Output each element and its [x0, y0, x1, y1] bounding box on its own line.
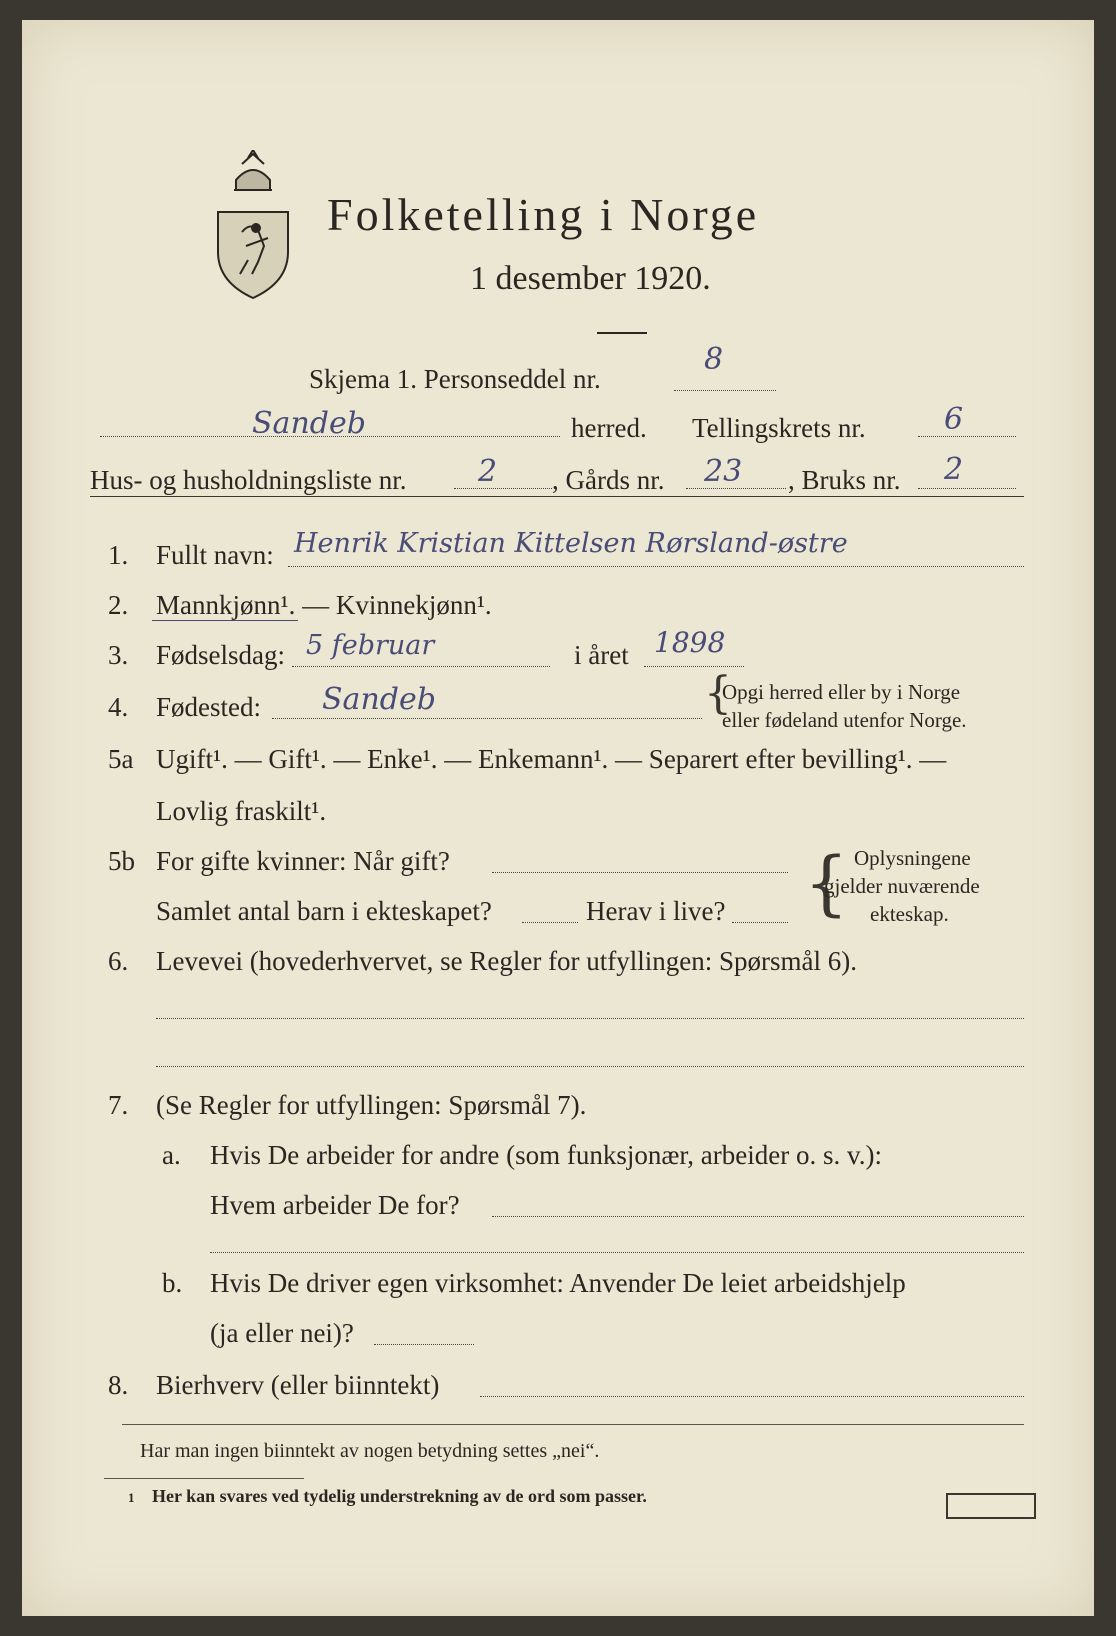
- gaards-label: , Gårds nr.: [552, 465, 665, 495]
- marital-options-continued[interactable]: Lovlig fraskilt¹.: [156, 796, 327, 826]
- employer-field-2[interactable]: [210, 1232, 1024, 1253]
- full-name-value: Henrik Kristian Kittelsen Rørsland-østre: [294, 528, 848, 559]
- q5b-married-label: For gifte kvinner: Når gift?: [156, 846, 450, 876]
- q5a-number: 5a: [108, 744, 134, 774]
- marital-options[interactable]: Ugift¹. — Gift¹. — Enke¹. — Enkemann¹. — Separert efter bevilling¹. —: [156, 744, 947, 774]
- bruks-field[interactable]: [918, 468, 1016, 489]
- household-label: Hus- og husholdningsliste nr.: [90, 465, 407, 495]
- birthday-value: 5 februar: [306, 630, 435, 661]
- gaards-value: 23: [704, 454, 743, 489]
- marriage-brace: {: [804, 842, 849, 924]
- q8-number: 8.: [108, 1370, 129, 1400]
- notes-divider: [122, 1424, 1024, 1425]
- married-when-field[interactable]: [492, 852, 788, 873]
- tellingskrets-field[interactable]: [918, 416, 1016, 437]
- herred-value: Sandeb: [252, 406, 366, 441]
- marriage-note-1: Oplysningene: [854, 846, 971, 870]
- side-income-field[interactable]: [480, 1376, 1024, 1397]
- birthplace-note-1: Opgi herred eller by i Norge: [722, 680, 961, 704]
- children-living-field[interactable]: [732, 902, 788, 923]
- census-date: 1 desember 1920.: [470, 260, 711, 297]
- schema-label: Skjema 1. Personseddel nr.: [309, 364, 601, 394]
- birthplace-value: Sandeb: [322, 682, 436, 717]
- q7-label: (Se Regler for utfyllingen: Spørsmål 7).: [156, 1090, 587, 1120]
- marriage-note-2: gjelder nuværende: [824, 874, 980, 898]
- header-divider: [90, 496, 1024, 497]
- census-form: [22, 20, 1094, 1616]
- bruks-label: , Bruks nr.: [788, 465, 901, 495]
- occupation-field-2[interactable]: [156, 1046, 1024, 1067]
- q1-number: 1.: [108, 540, 129, 570]
- birth-year-value: 1898: [654, 626, 726, 659]
- birthplace-brace: {: [704, 668, 732, 719]
- coat-of-arms-icon: [212, 150, 294, 302]
- q3-number: 3.: [108, 640, 129, 670]
- q4-number: 4.: [108, 692, 129, 722]
- printer-stamp: [946, 1493, 1036, 1519]
- q7a-letter: a.: [162, 1140, 181, 1170]
- birthplace-note-2: eller fødeland utenfor Norge.: [722, 708, 967, 732]
- tellingskrets-label: Tellingskrets nr.: [692, 413, 866, 443]
- gender-underline: [152, 620, 298, 621]
- herred-label: herred.: [571, 413, 647, 443]
- q6-label: Levevei (hovederhvervet, se Regler for utfyllingen: Spørsmål 6).: [156, 946, 858, 976]
- q1-label: Fullt navn:: [156, 540, 274, 570]
- occupation-field-1[interactable]: [156, 998, 1024, 1019]
- children-living-label: Herav i live?: [586, 896, 726, 926]
- q7a-question: Hvis De arbeider for andre (som funksjonær, arbeider o. s. v.):: [210, 1140, 882, 1170]
- household-value: 2: [478, 454, 498, 489]
- q7b-question: Hvis De driver egen virksomhet: Anvender De leiet arbeidshjelp: [210, 1268, 906, 1298]
- title-divider: [597, 332, 647, 334]
- tellingskrets-value: 6: [944, 402, 964, 437]
- bruks-value: 2: [944, 452, 964, 487]
- q7b-letter: b.: [162, 1268, 183, 1298]
- footnote-text: Her kan svares ved tydelig understrekning av de ord som passer.: [152, 1486, 647, 1506]
- q4-label: Fødested:: [156, 692, 261, 722]
- employer-field[interactable]: [492, 1196, 1024, 1217]
- personseddel-value: 8: [704, 342, 724, 377]
- form-title: Folketelling i Norge: [327, 189, 760, 240]
- footnote-divider: [104, 1478, 304, 1479]
- q6-number: 6.: [108, 946, 129, 976]
- q7-number: 7.: [108, 1090, 129, 1120]
- q2-number: 2.: [108, 590, 129, 620]
- hired-help-label: (ja eller nei)?: [210, 1318, 354, 1348]
- children-total-label: Samlet antal barn i ekteskapet?: [156, 896, 492, 926]
- q5b-number: 5b: [108, 846, 135, 876]
- year-label: i året: [574, 640, 629, 670]
- personseddel-field[interactable]: [674, 370, 776, 391]
- income-note: Har man ingen biinntekt av nogen betydning settes „nei“.: [140, 1440, 600, 1462]
- employer-label: Hvem arbeider De for?: [210, 1190, 460, 1220]
- marriage-note-3: ekteskap.: [870, 902, 949, 926]
- household-field[interactable]: [454, 468, 552, 489]
- gender-options[interactable]: Mannkjønn¹. — Kvinnekjønn¹.: [156, 590, 492, 620]
- q8-label: Bierhverv (eller biinntekt): [156, 1370, 440, 1400]
- footnote-number: 1: [128, 1490, 135, 1505]
- children-total-field[interactable]: [522, 902, 578, 923]
- q3-label: Fødselsdag:: [156, 640, 286, 670]
- hired-help-field[interactable]: [374, 1324, 474, 1345]
